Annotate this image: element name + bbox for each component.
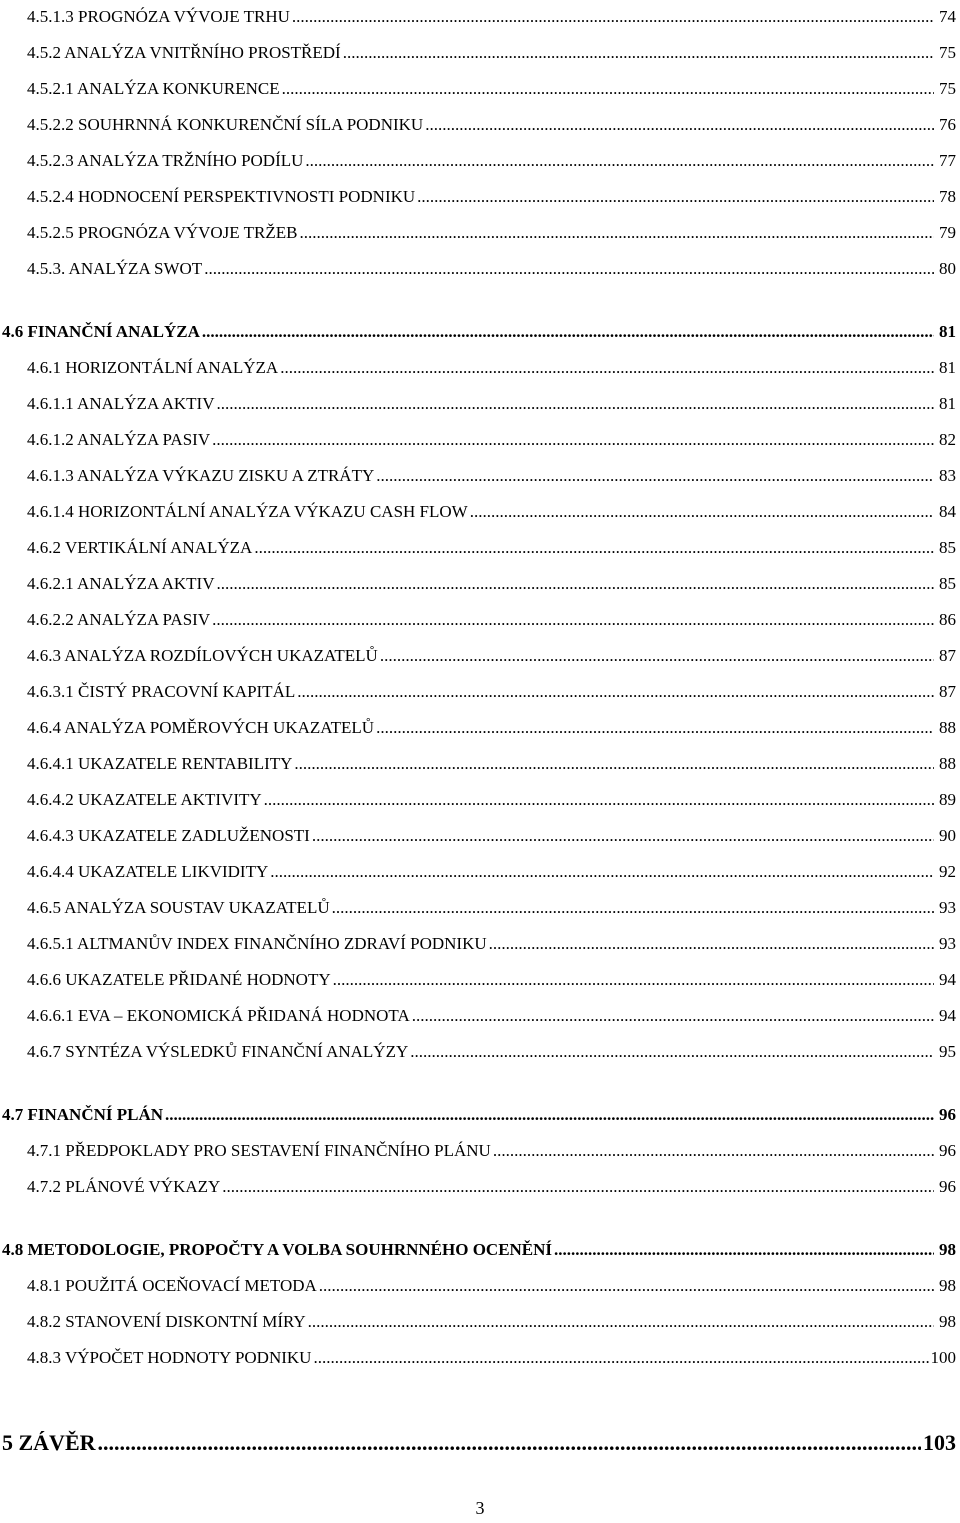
toc-entry[interactable] <box>27 463 956 489</box>
toc-entry[interactable] <box>27 4 956 30</box>
toc-entry-title: 4.8.3 VÝPOČET HODNOTY PODNIKU <box>27 1348 312 1367</box>
toc-entry-page: 82 <box>939 430 956 449</box>
toc-entry-page: 77 <box>939 151 956 170</box>
toc-entry[interactable] <box>27 643 956 669</box>
toc-entry-page: 75 <box>939 43 956 62</box>
toc-entry[interactable] <box>27 751 956 777</box>
toc-entry[interactable] <box>27 391 956 417</box>
toc-entry-title: 4.8 METODOLOGIE, PROPOČTY A VOLBA SOUHRNNÉHO OCENĚNÍ <box>2 1240 553 1259</box>
toc-entry-page: 81 <box>939 322 956 341</box>
toc-leader-dots <box>305 148 934 174</box>
toc-leader-dots <box>313 1345 928 1371</box>
toc-leader-dots <box>319 1273 934 1299</box>
toc-entry[interactable] <box>27 679 956 705</box>
toc-entry-page: 98 <box>939 1312 956 1331</box>
toc-entry-title: 5 ZÁVĚR <box>2 1430 96 1455</box>
toc-entry[interactable] <box>27 256 956 282</box>
toc-leader-dots <box>470 499 934 525</box>
toc-entry-title: 4.6.2.2 ANALÝZA PASIV <box>27 610 211 629</box>
toc-entry[interactable] <box>27 715 956 741</box>
toc-entry[interactable] <box>27 1003 956 1029</box>
toc-leader-dots <box>312 823 934 849</box>
toc-leader-dots <box>222 1174 934 1200</box>
toc-entry-title: 4.7 FINANČNÍ PLÁN <box>2 1105 164 1124</box>
toc-entry-title: 4.6.1.3 ANALÝZA VÝKAZU ZISKU A ZTRÁTY <box>27 466 375 485</box>
toc-entry-title: 4.6.2.1 ANALÝZA AKTIV <box>27 574 215 593</box>
toc-entry-title: 4.5.2.2 SOUHRNNÁ KONKURENČNÍ SÍLA PODNIKU <box>27 115 424 134</box>
toc-entry-page: 76 <box>939 115 956 134</box>
toc-entry-title: 4.6.1.1 ANALÝZA AKTIV <box>27 394 215 413</box>
toc-entry-page: 94 <box>939 970 956 989</box>
toc-leader-dots <box>417 184 934 210</box>
toc-leader-dots <box>292 4 934 30</box>
toc-leader-dots <box>410 1039 934 1065</box>
toc-entry-page: 88 <box>939 718 956 737</box>
toc-entry-page: 98 <box>939 1240 956 1259</box>
toc-entry-page: 98 <box>939 1276 956 1295</box>
toc-entry[interactable] <box>27 184 956 210</box>
toc-entry-page: 87 <box>939 682 956 701</box>
toc-leader-dots <box>308 1309 934 1335</box>
toc-entry-page: 85 <box>939 538 956 557</box>
toc-entry-title: 4.6.3.1 ČISTÝ PRACOVNÍ KAPITÁL <box>27 682 296 701</box>
toc-entry-page: 81 <box>939 358 956 377</box>
toc-entry-title: 4.6.4.2 UKAZATELE AKTIVITY <box>27 790 262 809</box>
toc-entry-page: 93 <box>939 934 956 953</box>
toc-entry[interactable] <box>27 355 956 381</box>
toc-entry-page: 96 <box>939 1141 956 1160</box>
toc-entry[interactable] <box>27 535 956 561</box>
toc-entry[interactable] <box>2 319 956 345</box>
toc-entry-title: 4.5.2.5 PROGNÓZA VÝVOJE TRŽEB <box>27 223 298 242</box>
toc-leader-dots <box>412 1003 934 1029</box>
toc-entry[interactable] <box>27 1174 956 1200</box>
toc-entry-title: 4.5.2.4 HODNOCENÍ PERSPEKTIVNOSTI PODNIKU <box>27 187 416 206</box>
toc-entry[interactable] <box>27 76 956 102</box>
toc-entry-title: 4.6.4 ANALÝZA POMĚROVÝCH UKAZATELŮ <box>27 718 375 737</box>
toc-entry-page: 89 <box>939 790 956 809</box>
toc-entry[interactable] <box>27 220 956 246</box>
toc-entry[interactable] <box>27 1309 956 1335</box>
toc-entry[interactable] <box>27 895 956 921</box>
toc-leader-dots <box>165 1102 934 1128</box>
toc-entry-page: 94 <box>939 1006 956 1025</box>
toc-entry-title: 4.6.5 ANALÝZA SOUSTAV UKAZATELŮ <box>27 898 330 917</box>
toc-entry-title: 4.5.3. ANALÝZA SWOT <box>27 259 203 278</box>
toc-leader-dots <box>554 1237 934 1263</box>
toc-leader-dots <box>299 220 934 246</box>
toc-leader-dots <box>270 859 934 885</box>
toc-entry[interactable] <box>27 112 956 138</box>
toc-leader-dots <box>425 112 934 138</box>
toc-entry-page: 103 <box>923 1430 956 1455</box>
toc-entry-page: 90 <box>939 826 956 845</box>
toc-entry-page: 81 <box>939 394 956 413</box>
toc-entry-page: 100 <box>930 1348 956 1367</box>
toc-entry-page: 96 <box>939 1105 956 1124</box>
toc-entry[interactable] <box>27 787 956 813</box>
page-number: 3 <box>475 1498 485 1518</box>
toc-leader-dots <box>204 256 934 282</box>
toc-entry-title: 4.5.2 ANALÝZA VNITŘNÍHO PROSTŘEDÍ <box>27 43 341 62</box>
toc-entry[interactable] <box>2 1237 956 1263</box>
toc-leader-dots <box>280 355 934 381</box>
toc-leader-dots <box>216 391 934 417</box>
toc-leader-dots <box>297 679 934 705</box>
toc-entry-page: 79 <box>939 223 956 242</box>
toc-entry-page: 93 <box>939 898 956 917</box>
toc-entry-title: 4.6 FINANČNÍ ANALÝZA <box>2 322 200 341</box>
toc-leader-dots <box>380 643 934 669</box>
toc-entry[interactable] <box>27 823 956 849</box>
toc-leader-dots <box>489 931 934 957</box>
toc-entry[interactable] <box>27 931 956 957</box>
toc-entry[interactable] <box>27 859 956 885</box>
toc-entry-page: 88 <box>939 754 956 773</box>
toc-leader-dots <box>333 967 934 993</box>
toc-entry[interactable] <box>27 607 956 633</box>
toc-entry-title: 4.7.2 PLÁNOVÉ VÝKAZY <box>27 1177 221 1196</box>
toc-entry-title: 4.6.1 HORIZONTÁLNÍ ANALÝZA <box>27 358 279 377</box>
toc-entry-title: 4.6.4.3 UKAZATELE ZADLUŽENOSTI <box>27 826 310 845</box>
toc-entry-title: 4.6.2 VERTIKÁLNÍ ANALÝZA <box>27 538 253 557</box>
toc-leader-dots <box>212 607 934 633</box>
toc-entry-title: 4.8.2 STANOVENÍ DISKONTNÍ MÍRY <box>27 1312 306 1331</box>
toc-entry[interactable] <box>2 1102 956 1128</box>
toc-entry[interactable] <box>27 1345 956 1371</box>
toc-entry-title: 4.6.5.1 ALTMANŮV INDEX FINANČNÍHO ZDRAVÍ PODNIKU <box>27 934 487 953</box>
toc-leader-dots <box>202 319 934 345</box>
toc-entry-page: 86 <box>939 610 956 629</box>
toc-leader-dots <box>216 571 934 597</box>
toc-entry[interactable] <box>27 571 956 597</box>
toc-entry[interactable] <box>27 1039 956 1065</box>
toc-leader-dots <box>376 715 934 741</box>
toc-entry[interactable] <box>27 499 956 525</box>
toc-leader-dots <box>264 787 934 813</box>
toc-leader-dots <box>343 40 934 66</box>
toc-entry-page: 80 <box>939 259 956 278</box>
toc-leader-dots <box>212 427 934 453</box>
toc-entry[interactable] <box>27 148 956 174</box>
toc-entry[interactable] <box>27 1138 956 1164</box>
toc-entry-page: 85 <box>939 574 956 593</box>
toc-entry-title: 4.6.1.2 ANALÝZA PASIV <box>27 430 211 449</box>
toc-leader-dots <box>254 535 934 561</box>
toc-entry[interactable] <box>27 967 956 993</box>
toc-leader-dots <box>332 895 934 921</box>
toc-entry-title: 4.6.6 UKAZATELE PŘIDANÉ HODNOTY <box>27 970 331 989</box>
toc-entry-title: 4.5.1.3 PROGNÓZA VÝVOJE TRHU <box>27 7 290 26</box>
toc-entry-page: 92 <box>939 862 956 881</box>
toc-entry-page: 83 <box>939 466 956 485</box>
toc-leader-dots <box>98 1428 921 1458</box>
toc-entry-title: 4.6.7 SYNTÉZA VÝSLEDKŮ FINANČNÍ ANALÝZY <box>27 1042 409 1061</box>
toc-entry-page: 75 <box>939 79 956 98</box>
toc-leader-dots <box>376 463 934 489</box>
toc-entry-page: 84 <box>939 502 956 521</box>
toc-entry[interactable] <box>27 1273 956 1299</box>
toc-entry-title: 4.6.4.1 UKAZATELE RENTABILITY <box>27 754 293 773</box>
toc-entry-page: 87 <box>939 646 956 665</box>
toc-entry[interactable] <box>27 40 956 66</box>
toc-entry[interactable] <box>2 1428 956 1458</box>
toc-entry-page: 74 <box>939 7 956 26</box>
toc-entry-page: 78 <box>939 187 956 206</box>
toc-entry-title: 4.8.1 POUŽITÁ OCEŇOVACÍ METODA <box>27 1276 317 1295</box>
toc-leader-dots <box>282 76 934 102</box>
toc-entry-title: 4.6.3 ANALÝZA ROZDÍLOVÝCH UKAZATELŮ <box>27 646 378 665</box>
toc-entry[interactable] <box>27 427 956 453</box>
toc-entry-title: 4.7.1 PŘEDPOKLADY PRO SESTAVENÍ FINANČNÍHO PLÁNU <box>27 1141 491 1160</box>
toc-entry-title: 4.5.2.1 ANALÝZA KONKURENCE <box>27 79 280 98</box>
toc-leader-dots <box>294 751 934 777</box>
toc-entry-title: 4.6.6.1 EVA – EKONOMICKÁ PŘIDANÁ HODNOTA <box>27 1006 410 1025</box>
toc-entry-title: 4.5.2.3 ANALÝZA TRŽNÍHO PODÍLU <box>27 151 304 170</box>
toc-entry-title: 4.6.1.4 HORIZONTÁLNÍ ANALÝZA VÝKAZU CASH FLOW <box>27 502 468 521</box>
toc-entry-title: 4.6.4.4 UKAZATELE LIKVIDITY <box>27 862 269 881</box>
toc-entry-page: 95 <box>939 1042 956 1061</box>
toc-leader-dots <box>493 1138 934 1164</box>
toc-entry-page: 96 <box>939 1177 956 1196</box>
